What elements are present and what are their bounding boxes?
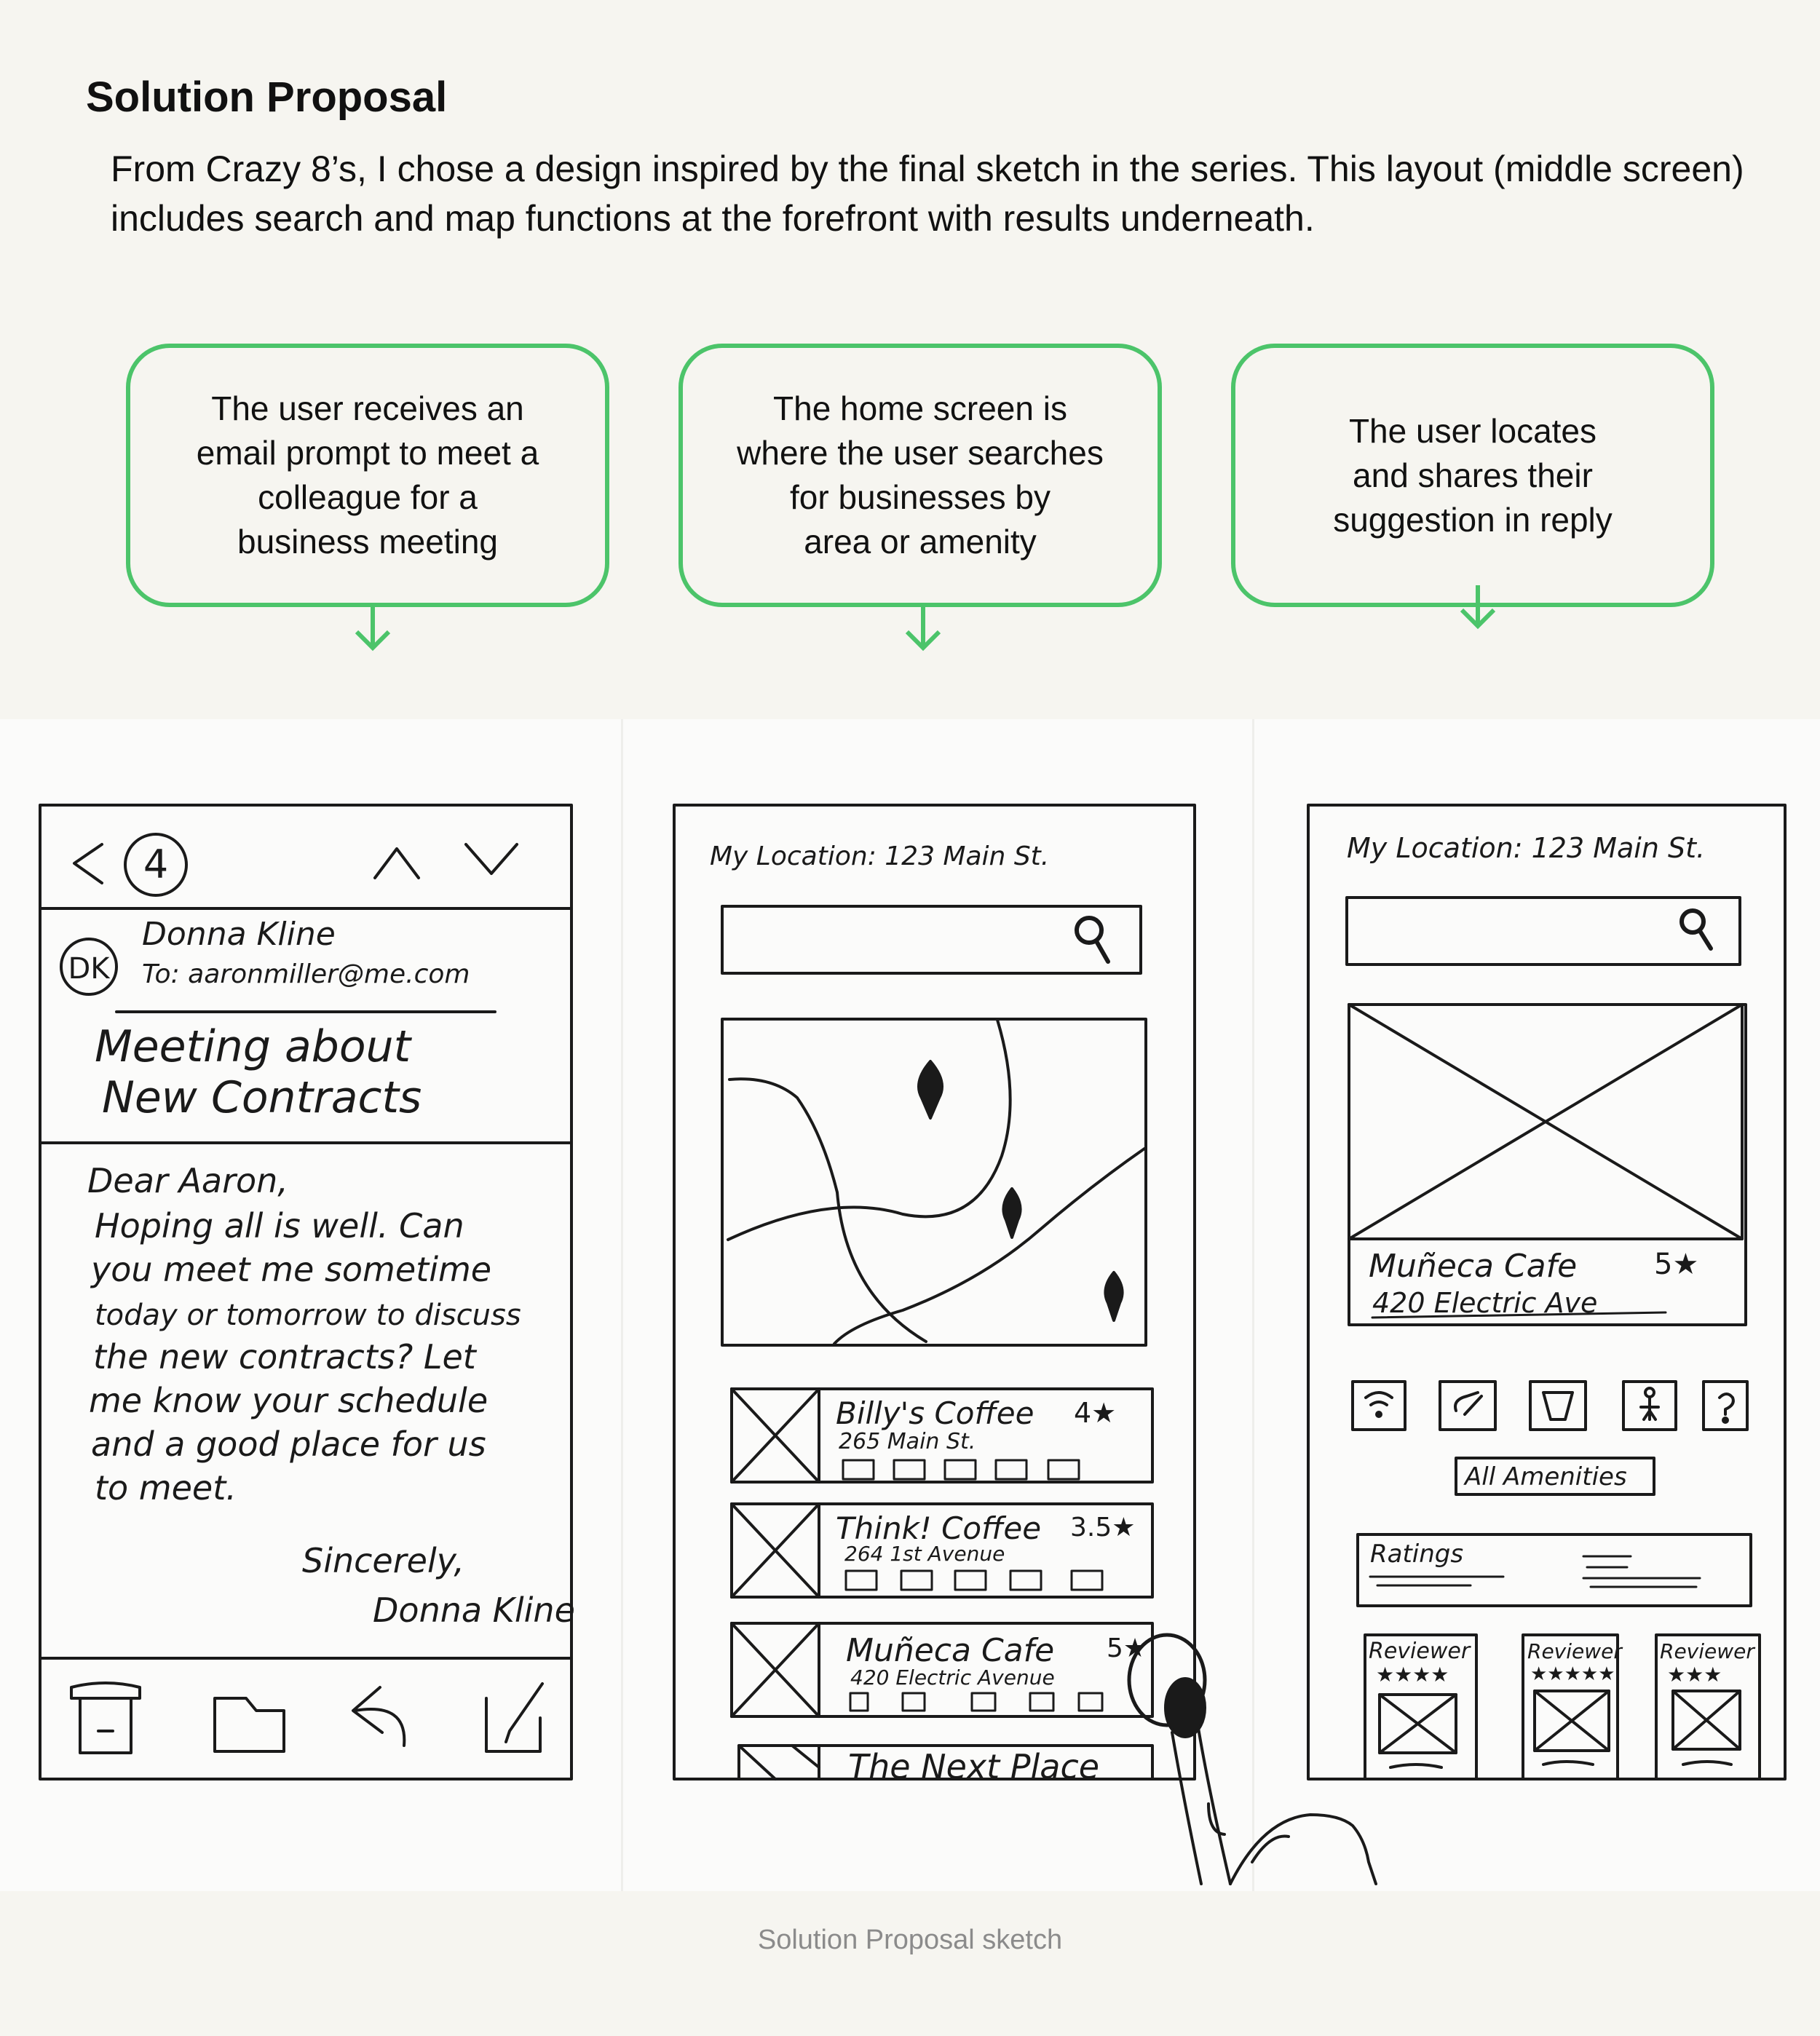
email-body xyxy=(87,1161,575,1630)
result-rating: 4★ xyxy=(1074,1397,1117,1429)
ratings-section xyxy=(1358,1534,1751,1606)
email-body-line: Dear Aaron, xyxy=(87,1161,288,1200)
search-input[interactable] xyxy=(1347,898,1740,964)
email-body-line: Hoping all is well. Can xyxy=(95,1206,464,1245)
detail-screen xyxy=(1308,805,1785,1779)
business-rating: 5★ xyxy=(1654,1248,1699,1281)
result-address: 265 Main St. xyxy=(839,1429,976,1454)
outlet-icon[interactable] xyxy=(1440,1382,1495,1430)
count-badge-value: 4 xyxy=(143,841,169,887)
reviewer-label: Reviewer xyxy=(1369,1639,1471,1664)
intro-paragraph: From Crazy 8’s, I chose a design inspired by the final sketch in the series. This layout (middle screen) includes search and map functions at the forefront with results underneath. xyxy=(111,148,1744,239)
email-screen xyxy=(40,805,575,1779)
email-body-line: to meet. xyxy=(95,1468,237,1508)
step-bubble-home: The home screen is where the user searches for businesses by area or amenity xyxy=(678,344,1162,607)
chevron-up-icon[interactable] xyxy=(375,849,419,878)
review-card[interactable] xyxy=(1365,1635,1476,1779)
email-body-line: today or tomorrow to discuss xyxy=(95,1299,521,1332)
reviewer-stars: ★★★ xyxy=(1667,1663,1722,1687)
email-body-line: and a good place for us xyxy=(91,1425,486,1464)
map-area[interactable] xyxy=(722,1019,1146,1345)
result-card-billys[interactable] xyxy=(732,1389,1152,1482)
result-name: Think! Coffee xyxy=(836,1510,1042,1546)
result-address: 420 Electric Avenue xyxy=(850,1665,1055,1690)
back-chevron-icon[interactable] xyxy=(74,844,102,883)
business-address: 420 Electric Ave xyxy=(1372,1287,1598,1319)
email-body-line: me know your schedule xyxy=(89,1381,488,1420)
email-subject-line1: Meeting about xyxy=(95,1021,411,1072)
search-input[interactable] xyxy=(722,906,1141,973)
home-screen xyxy=(674,805,1376,1884)
review-card[interactable] xyxy=(1656,1635,1760,1779)
step-bubble-share: The user locates and shares their suggestion in reply xyxy=(1231,344,1714,607)
email-signature: Donna Kline xyxy=(373,1591,575,1630)
more-icon[interactable] xyxy=(1704,1382,1747,1430)
review-card[interactable] xyxy=(1523,1635,1623,1779)
amenity-row xyxy=(1353,1382,1747,1430)
all-amenities-label: All Amenities xyxy=(1465,1462,1627,1492)
arrow-down-icon xyxy=(351,604,395,652)
map-pin-icon[interactable] xyxy=(1003,1189,1020,1237)
arrow-down-icon xyxy=(901,604,945,652)
my-location-label: My Location: 123 Main St. xyxy=(710,841,1050,871)
search-icon[interactable] xyxy=(1077,918,1108,962)
reviewer-label: Reviewer xyxy=(1527,1639,1622,1663)
compose-icon[interactable] xyxy=(486,1684,542,1751)
email-body-line: you meet me sometime xyxy=(91,1250,492,1289)
reply-icon[interactable] xyxy=(353,1687,404,1746)
recipient-line: To: aaronmiller@me.com xyxy=(142,959,470,989)
result-name: Billy's Coffee xyxy=(836,1395,1034,1431)
my-location-label: My Location: 123 Main St. xyxy=(1347,832,1706,864)
image-caption: Solution Proposal sketch xyxy=(757,1925,1063,1955)
business-image xyxy=(1349,1005,1742,1239)
map-pin-icon[interactable] xyxy=(1105,1272,1122,1320)
email-subject-line2: New Contracts xyxy=(102,1072,422,1123)
result-name: Muñeca Cafe xyxy=(846,1632,1055,1669)
archive-icon[interactable] xyxy=(71,1683,140,1753)
result-card-think[interactable] xyxy=(732,1504,1152,1597)
arrow-down-icon xyxy=(1456,582,1500,630)
sender-name: Donna Kline xyxy=(142,916,336,953)
result-address: 264 1st Avenue xyxy=(844,1542,1005,1566)
map-pin-icon[interactable] xyxy=(919,1061,942,1118)
ratings-label: Ratings xyxy=(1370,1540,1464,1569)
reviewer-stars: ★★★★★ xyxy=(1530,1663,1615,1685)
cup-icon[interactable] xyxy=(1530,1382,1586,1430)
folder-icon[interactable] xyxy=(215,1698,284,1751)
reviewer-label: Reviewer xyxy=(1660,1639,1754,1663)
reviewer-stars: ★★★★ xyxy=(1376,1663,1449,1687)
result-rating: 5★ xyxy=(1107,1633,1147,1663)
result-rating: 3.5★ xyxy=(1070,1513,1136,1542)
restroom-icon[interactable] xyxy=(1623,1382,1676,1430)
hand-tap-icon xyxy=(1129,1635,1376,1884)
email-signoff: Sincerely, xyxy=(302,1541,464,1580)
sketch-panel xyxy=(0,719,1820,1891)
search-icon[interactable] xyxy=(1682,911,1711,948)
step-bubble-email: The user receives an email prompt to meet a colleague for a business meeting xyxy=(126,344,609,607)
avatar-initials: DK xyxy=(68,952,110,986)
wifi-icon[interactable] xyxy=(1353,1382,1405,1430)
chevron-down-icon[interactable] xyxy=(466,844,517,874)
page-title: Solution Proposal xyxy=(86,74,448,121)
email-body-line: the new contracts? Let xyxy=(93,1337,476,1377)
all-amenities-button[interactable] xyxy=(1456,1458,1654,1494)
result-name: The Next Place xyxy=(848,1747,1100,1786)
result-card-muneca[interactable] xyxy=(732,1623,1152,1716)
business-name: Muñeca Cafe xyxy=(1369,1248,1578,1285)
